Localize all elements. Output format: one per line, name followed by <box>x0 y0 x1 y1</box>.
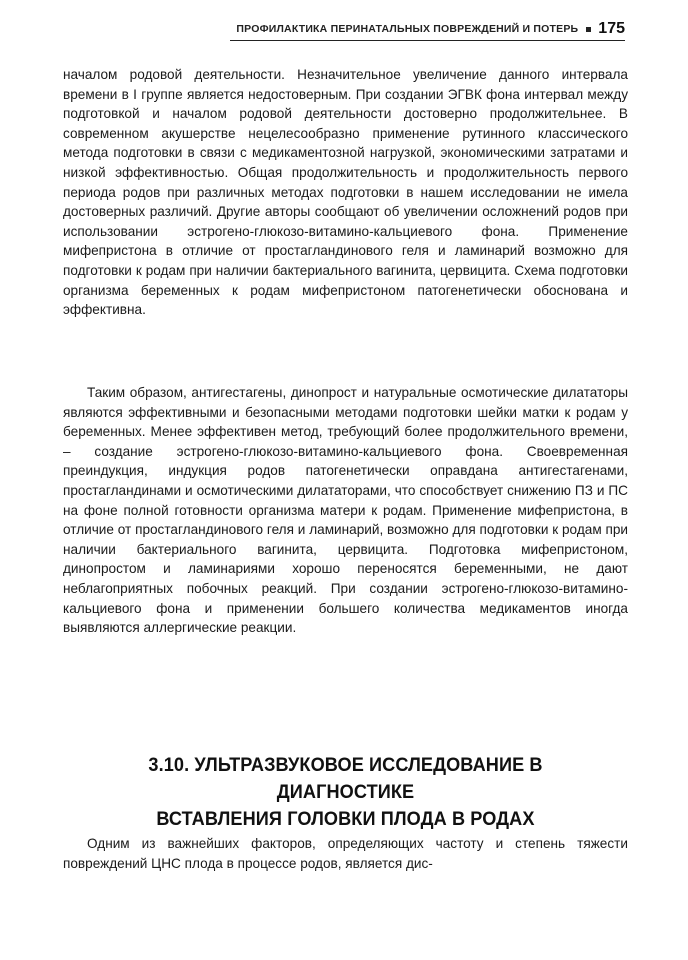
section-heading <box>83 752 608 833</box>
section-body-text <box>63 834 628 873</box>
section-heading-line-2: ВСТАВЛЕНИЯ ГОЛОВКИ ПЛОДА В РОДАХ <box>156 808 535 830</box>
body-text-continued <box>63 65 628 320</box>
running-header <box>230 18 625 41</box>
section-heading-line-1: 3.10. УЛЬТРАЗВУКОВОЕ ИССЛЕДОВАНИЕ В ДИАГНОСТИКЕ <box>148 754 543 803</box>
header-separator-square <box>586 27 591 32</box>
page-number: 175 <box>598 20 625 37</box>
paragraph-1: началом родовой деятельности. Незначительное увеличение данного интервала времени в I группе является недостоверным. При создании ЭГВК фона интервал между подготовкой и началом родовой деятельности достоверно продолжительнее. В современном акушерстве нецелесообразно применение рутинного классического метода подготовки в связи с медикаментозной нагрузкой, экономическими затратами и низкой эффективностью. Общая продолжительность и продолжительность первого периода родов при различных методах подготовки в нашем исследовании не имела достоверных различий. Другие авторы сообщают об увеличении осложнений родов при использовании эстрогено-глюкозо-витамино-кальциевого фона. Применение мифепристона в отличие от простагландинового геля и ламинарий возможно для подготовки к родам при наличии бактериального вагинита, цервицита. Схема подготовки организма беременных к родам мифепристоном патогенетически обоснована и эффективна. <box>63 67 628 318</box>
body-text-conclusion <box>63 383 628 638</box>
paragraph-2: Таким образом, антигестагены, динопрост и натуральные осмотические дилататоры являются эффективными и безопасными методами подготовки шейки матки к родам у беременных. Менее эффективен метод, требующий более продолжительного времени, – создание эстрогено-глюкозо-витамино-кальциевого фона. Своевременная преиндукция, индукция родов патогенетически оправдана антигестагенами, простагландинами и осмотическими дилататорами, что способствует снижению ПЗ и ПС на фоне полной готовности организма матери к родам. Применение мифепристона, в отличие от простагландинового геля и ламинарий, возможно для подготовки к родам при наличии бактериального вагинита, цервицита. Подготовка мифепристоном, динопростом и ламинариями хорошо переносятся беременными, не дают неблагоприятных побочных реакций. При создании эстрогено-глюкозо-витамино-кальциевого фона и применении большего количества медикаментов иногда выявляются аллергические реакции. <box>63 385 628 636</box>
running-title: ПРОФИЛАКТИКА ПЕРИНАТАЛЬНЫХ ПОВРЕЖДЕНИЙ И ПОТЕРЬ <box>236 23 579 35</box>
section-paragraph-1: Одним из важнейших факторов, определяющих частоту и степень тяжести повреждений ЦНС плода в процессе родов, является дис- <box>63 836 628 871</box>
